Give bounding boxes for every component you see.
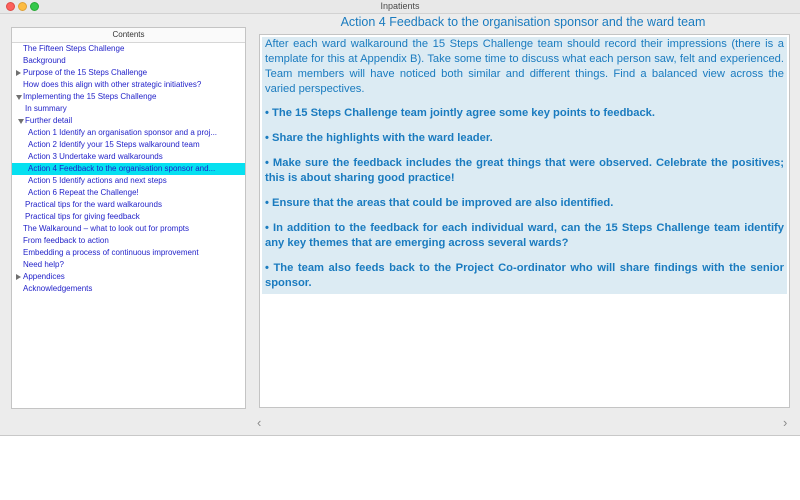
bullet-point: • Make sure the feedback includes the great things that were observed. Celebrate the positives; this is about sharing good practice!	[265, 157, 784, 184]
sidebar-item[interactable]	[12, 91, 245, 103]
sidebar-item-label: The Walkaround – what to look out for prompts	[23, 224, 190, 233]
sidebar-item-label: Appendices	[23, 272, 65, 281]
page-title: Action 4 Feedback to the organisation sponsor and the ward team	[340, 15, 706, 29]
window-title: Inpatients	[380, 1, 420, 11]
sidebar-item-label: Action 4 Feedback to the organisation sponsor and...	[28, 164, 216, 173]
sidebar-item-label: Action 3 Undertake ward walkarounds	[28, 152, 163, 161]
contents-header: Contents	[12, 28, 245, 43]
next-page-arrow-icon[interactable]: ›	[783, 415, 788, 430]
bullet-point: • Ensure that the areas that could be improved are also identified.	[265, 197, 614, 209]
sidebar-item[interactable]	[12, 259, 245, 271]
sidebar-item-label: Practical tips for giving feedback	[25, 212, 140, 221]
sidebar-item-label: The Fifteen Steps Challenge	[23, 44, 125, 53]
bullet-point: • In addition to the feedback for each individual ward, can the 15 Steps Challenge team identify any key themes that are emerging across several wards?	[265, 222, 784, 249]
sidebar-item[interactable]	[12, 283, 245, 295]
sidebar-item-label: Action 2 Identify your 15 Steps walkaround team	[28, 140, 200, 149]
sidebar-item[interactable]	[12, 67, 245, 79]
sidebar-item[interactable]	[12, 79, 245, 91]
sidebar-item-label: Action 5 Identify actions and next steps	[28, 176, 167, 185]
sidebar-item[interactable]	[12, 163, 245, 175]
bullet-point: • Share the highlights with the ward leader.	[265, 132, 493, 144]
sidebar-item[interactable]	[12, 199, 245, 211]
sidebar-item[interactable]	[12, 115, 245, 127]
bullet-point: • The team also feeds back to the Project Co-ordinator who will share findings with the senior sponsor.	[265, 262, 784, 289]
sidebar-item-label: From feedback to action	[23, 236, 109, 245]
bullet-list	[265, 106, 784, 291]
disclosure-expanded-icon[interactable]	[16, 95, 22, 100]
sidebar-item-label: Action 6 Repeat the Challenge!	[28, 188, 139, 197]
previous-page-arrow-icon[interactable]: ‹	[257, 415, 262, 430]
disclosure-collapsed-icon[interactable]	[16, 274, 21, 280]
sidebar-item[interactable]	[12, 235, 245, 247]
content-pane	[259, 34, 790, 408]
bullet-point: • The 15 Steps Challenge team jointly agree some key points to feedback.	[265, 107, 656, 119]
sidebar-item[interactable]	[12, 247, 245, 259]
sidebar-item-label: Practical tips for the ward walkarounds	[25, 200, 162, 209]
sidebar-item[interactable]	[12, 139, 245, 151]
content-body	[262, 37, 787, 294]
sidebar-item-label: Acknowledgements	[23, 284, 93, 293]
disclosure-collapsed-icon[interactable]	[16, 70, 21, 76]
sidebar-item-label: Implementing the 15 Steps Challenge	[23, 92, 157, 101]
sidebar-item[interactable]	[12, 103, 245, 115]
sidebar-item-label: In summary	[25, 104, 67, 113]
sidebar-item-label: How does this align with other strategic initiatives?	[23, 80, 202, 89]
sidebar-item[interactable]	[12, 187, 245, 199]
sidebar-item[interactable]	[12, 151, 245, 163]
sidebar-item-label: Action 1 Identify an organisation sponsor and a proj...	[28, 128, 218, 137]
sidebar-item[interactable]	[12, 271, 245, 283]
contents-sidebar	[11, 27, 246, 409]
sidebar-item[interactable]	[12, 223, 245, 235]
sidebar-item[interactable]	[12, 55, 245, 67]
title-bar	[0, 0, 800, 14]
sidebar-item[interactable]	[12, 127, 245, 139]
sidebar-item-label: Background	[23, 56, 66, 65]
toc-list	[12, 43, 245, 295]
sidebar-item[interactable]	[12, 175, 245, 187]
disclosure-expanded-icon[interactable]	[18, 119, 24, 124]
sidebar-item-label: Embedding a process of continuous improvement	[23, 248, 199, 257]
sidebar-item-label: Purpose of the 15 Steps Challenge	[23, 68, 148, 77]
sidebar-item[interactable]	[12, 211, 245, 223]
sidebar-item[interactable]	[12, 43, 245, 55]
sidebar-item-label: Need help?	[23, 260, 64, 269]
sidebar-item-label: Further detail	[25, 116, 73, 125]
intro-paragraph: After each ward walkaround the 15 Steps Challenge team should record their impressions (there is a template for this at Appendix B). Take some time to discuss what each person saw, felt and experienced. Team members will have noticed both similar and different things. Find a balanced view across the varied perspectives.	[265, 38, 784, 95]
